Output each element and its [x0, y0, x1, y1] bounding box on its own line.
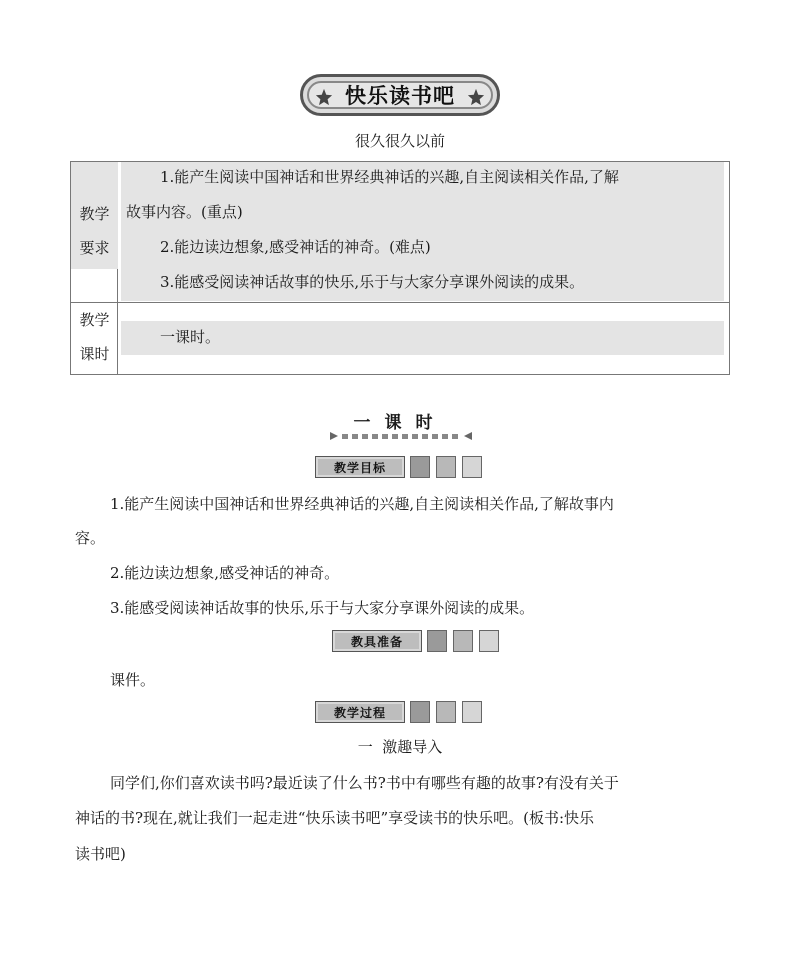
- objective-line: 容。: [75, 529, 106, 547]
- title-banner: [300, 74, 500, 116]
- objective-line: 1.能产生阅读中国神话和世界经典神话的兴趣,自主阅读相关作品,了解故事内: [110, 495, 614, 513]
- requirement-line: 1.能产生阅读中国神话和世界经典神话的兴趣,自主阅读相关作品,了解: [160, 168, 619, 186]
- tag-process: 教学过程: [315, 701, 405, 723]
- section-title: 一课时: [353, 413, 447, 433]
- hours-text: 一课时。: [160, 328, 221, 346]
- process-paragraph-line: 读书吧): [75, 845, 126, 863]
- tag-decor-square: [427, 630, 447, 652]
- requirement-line: 3.能感受阅读神话故事的快乐,乐于与大家分享课外阅读的成果。: [160, 273, 585, 291]
- star-icon: [467, 88, 485, 106]
- tag-decor-square: [436, 456, 456, 478]
- table-label-requirements-2: 要求: [79, 239, 110, 257]
- lesson-subtitle: 很久很久以前: [354, 132, 445, 150]
- table-label-requirements-1: 教学: [79, 205, 110, 223]
- requirement-line: 故事内容。(重点): [126, 203, 243, 221]
- banner-title: 快乐读书吧: [345, 84, 455, 108]
- tag-decor-square: [479, 630, 499, 652]
- tag-decor-square: [462, 456, 482, 478]
- tag-decor-square: [410, 701, 430, 723]
- process-paragraph-line: 神话的书?现在,就让我们一起走进“快乐读书吧”享受读书的快乐吧。(板书:快乐: [75, 809, 595, 827]
- tag-decor-square: [436, 701, 456, 723]
- requirement-line: 2.能边读边想象,感受神话的神奇。(难点): [160, 238, 431, 256]
- tag-decor-square: [462, 701, 482, 723]
- tag-materials: 教具准备: [332, 630, 422, 652]
- materials-text: 课件。: [110, 671, 156, 689]
- tag-decor-square: [453, 630, 473, 652]
- table-label-hours-2: 课时: [79, 345, 110, 363]
- tag-decor-square: [410, 456, 430, 478]
- tag-objectives: 教学目标: [315, 456, 405, 478]
- table-row-divider: [70, 302, 730, 303]
- table-label-hours-1: 教学: [79, 311, 110, 329]
- star-icon: [315, 88, 333, 106]
- objective-line: 3.能感受阅读神话故事的快乐,乐于与大家分享课外阅读的成果。: [110, 599, 535, 617]
- dotted-underline: [330, 432, 472, 440]
- objective-line: 2.能边读边想象,感受神话的神奇。: [110, 564, 340, 582]
- process-paragraph-line: 同学们,你们喜欢读书吗?最近读了什么书?书中有哪些有趣的故事?有没有关于: [110, 774, 619, 792]
- step-title: 一 激趣导入: [357, 738, 443, 756]
